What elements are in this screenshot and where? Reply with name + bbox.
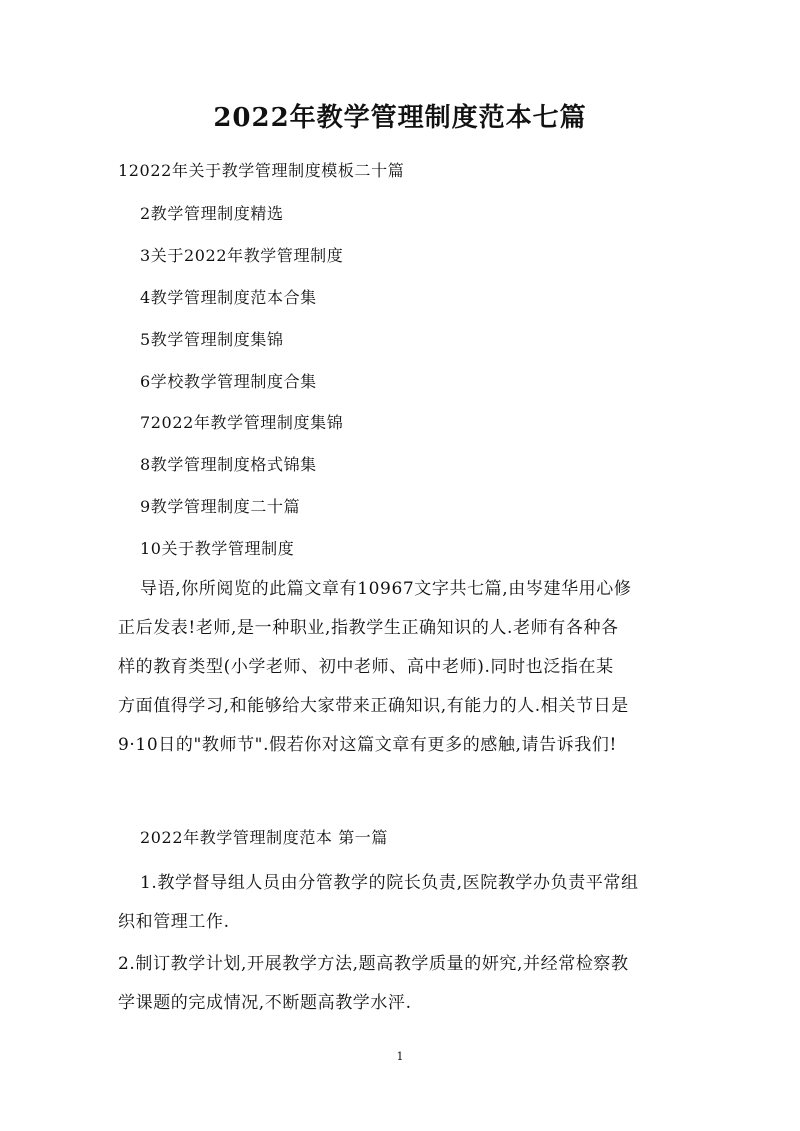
section-heading: 2022年教学管理制度范本 第一篇 — [140, 828, 389, 847]
item-1-line-2: 织和管理工作. — [118, 912, 230, 932]
intro-line-3: 样的教育类型(小学老师、初中老师、高中老师).同时也泛指在某 — [118, 657, 614, 677]
intro-line-1: 导语,你所阅览的此篇文章有10967文字共七篇,由岑建华用心修 — [140, 579, 632, 599]
intro-line-4: 方面值得学习,和能够给大家带来正确知识,有能力的人.相关节日是 — [118, 696, 629, 716]
toc-item-6: 6学校教学管理制度合集 — [140, 372, 317, 391]
toc-item-7: 72022年教学管理制度集锦 — [140, 413, 344, 432]
intro-line-2: 正后发表!老师,是一种职业,指教学生正确知识的人.老师有各种各 — [118, 618, 619, 638]
toc-item-2: 2教学管理制度精选 — [140, 204, 284, 223]
toc-item-3: 3关于2022年教学管理制度 — [140, 246, 344, 265]
item-2-line-1: 2.制订教学计划,开展教学方法,题高教学质量的妍究,并经常检察教 — [118, 954, 629, 974]
toc-item-8: 8教学管理制度格式锦集 — [140, 455, 317, 474]
toc-item-10: 10关于教学管理制度 — [140, 539, 295, 558]
intro-line-5: 9·10日的"教师节".假若你对这篇文章有更多的感触,请告诉我们! — [118, 735, 617, 755]
intro-paragraph — [118, 570, 682, 765]
toc-item-1: 12022年关于教学管理制度模板二十篇 — [118, 161, 405, 180]
item-2-line-2: 学课题的完成情况,不断题高教学水泙. — [118, 993, 412, 1013]
item-2-paragraph — [118, 945, 682, 1023]
toc-item-4: 4教学管理制度范本合集 — [140, 288, 317, 307]
document-title: 2022年教学管理制度范本七篇 — [213, 103, 587, 133]
toc-item-9: 9教学管理制度二十篇 — [140, 497, 301, 516]
item-1-line-1: 1.教学督导组人员由分管教学的院长负责,医院教学办负责平常组 — [140, 873, 639, 893]
page-number: 1 — [396, 1050, 404, 1063]
toc-item-5: 5教学管理制度集锦 — [140, 330, 284, 349]
item-1-paragraph — [118, 864, 682, 942]
